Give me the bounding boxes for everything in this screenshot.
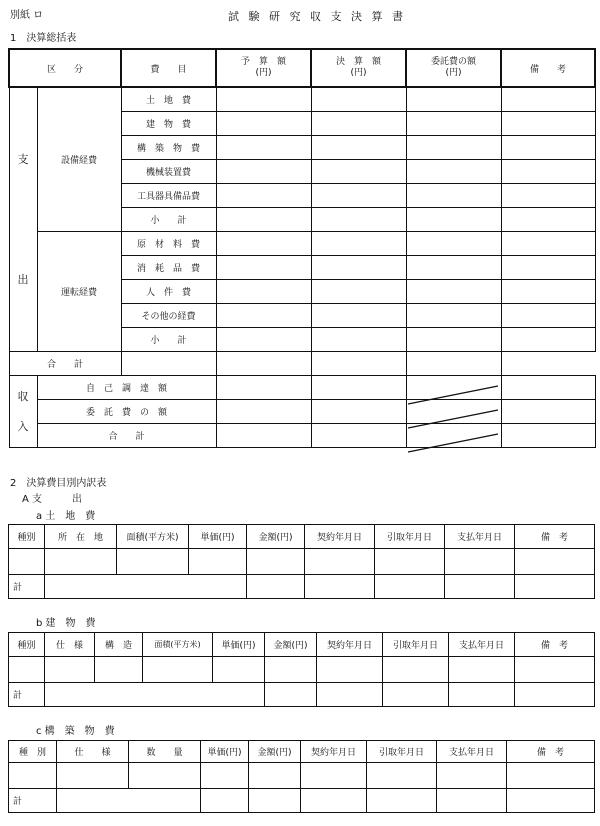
shunyu-total: 合 計 <box>37 423 216 447</box>
col-suryo: 数 量 <box>129 741 201 763</box>
col-keiyaku: 契約年月日 <box>317 633 383 657</box>
col-shiharai: 支払年月日 <box>437 741 507 763</box>
table-a-label: a 土 地 費 <box>36 511 96 522</box>
header-kubun: 区 分 <box>9 49 121 87</box>
col-shiharai: 支払年月日 <box>449 633 515 657</box>
header-kessan: 決 算 額 (円) <box>311 49 406 87</box>
col-hikitori: 引取年月日 <box>367 741 437 763</box>
col-kozo: 構 造 <box>95 633 143 657</box>
col-shubetsu: 種別 <box>9 633 45 657</box>
unten-label: 運転経費 <box>37 231 121 351</box>
col-hikitori: 引取年月日 <box>383 633 449 657</box>
col-hikitori: 引取年月日 <box>375 525 445 549</box>
col-keiyaku: 契約年月日 <box>301 741 367 763</box>
item-setsubi-subtotal: 小 計 <box>121 207 216 231</box>
header-biko: 備 考 <box>501 49 595 87</box>
section2-heading: 2 決算費目別内訳表 <box>10 478 107 489</box>
shishutsu-total: 合 計 <box>9 351 121 375</box>
setsubi-label: 設備経費 <box>37 87 121 231</box>
col-shiharai: 支払年月日 <box>445 525 515 549</box>
col-kingaku: 金額(円) <box>265 633 317 657</box>
col-shozaichi: 所 在 地 <box>45 525 117 549</box>
col-biko: 備 考 <box>515 525 595 549</box>
document-title: 試 験 研 究 収 支 決 算 書 <box>228 10 406 23</box>
header-yosan: 予 算 額 (円) <box>216 49 311 87</box>
col-kingaku: 金額(円) <box>247 525 305 549</box>
item-kochikubutsu: 構 築 物 費 <box>121 135 216 159</box>
item-unten-subtotal: 小 計 <box>121 327 216 351</box>
col-keiyaku: 契約年月日 <box>305 525 375 549</box>
item-jiko-chotatsu: 自 己 調 達 額 <box>37 375 216 399</box>
item-kikai: 機械装置費 <box>121 159 216 183</box>
item-itakuhi: 委 託 費 の 額 <box>37 399 216 423</box>
section2-subheading: A 支 出 <box>22 494 83 505</box>
itaku-strike-lines <box>406 382 502 454</box>
table-b <box>8 632 595 707</box>
col-menseki: 面積(平方米) <box>143 633 213 657</box>
col-menseki: 面積(平方米) <box>117 525 189 549</box>
col-tanka: 単価(円) <box>189 525 247 549</box>
col-shiyo: 仕 様 <box>57 741 129 763</box>
summary-table <box>8 48 596 448</box>
table-a-total: 計 <box>9 575 45 599</box>
item-tatemono: 建 物 費 <box>121 111 216 135</box>
shunyu-label: 収 入 <box>9 375 37 447</box>
table-b-total: 計 <box>9 683 45 707</box>
form-id: 別紙 ロ <box>10 10 44 21</box>
item-kogu: 工具器具備品費 <box>121 183 216 207</box>
col-shiyo: 仕 様 <box>45 633 95 657</box>
table-c-label: c 構 築 物 費 <box>36 726 115 737</box>
header-himoku: 費 目 <box>121 49 216 87</box>
item-jinkenhi: 人 件 費 <box>121 279 216 303</box>
section1-heading: 1 決算総括表 <box>10 33 77 44</box>
item-shomohin: 消 耗 品 費 <box>121 255 216 279</box>
item-sonota: その他の経費 <box>121 303 216 327</box>
col-kingaku: 金額(円) <box>249 741 301 763</box>
table-b-label: b 建 物 費 <box>36 618 96 629</box>
col-tanka: 単価(円) <box>201 741 249 763</box>
col-biko: 備 考 <box>515 633 595 657</box>
col-biko: 備 考 <box>507 741 595 763</box>
shishutsu-label: 支 出 <box>9 87 37 351</box>
col-shubetsu: 種別 <box>9 525 45 549</box>
col-tanka: 単価(円) <box>213 633 265 657</box>
table-c-total: 計 <box>9 789 57 813</box>
col-shubetsu: 種 別 <box>9 741 57 763</box>
table-a <box>8 524 595 599</box>
item-tochi: 土 地 費 <box>121 87 216 111</box>
item-genzairyo: 原 材 料 費 <box>121 231 216 255</box>
table-c <box>8 740 595 813</box>
header-itaku: 委託費の額 (円) <box>406 49 501 87</box>
